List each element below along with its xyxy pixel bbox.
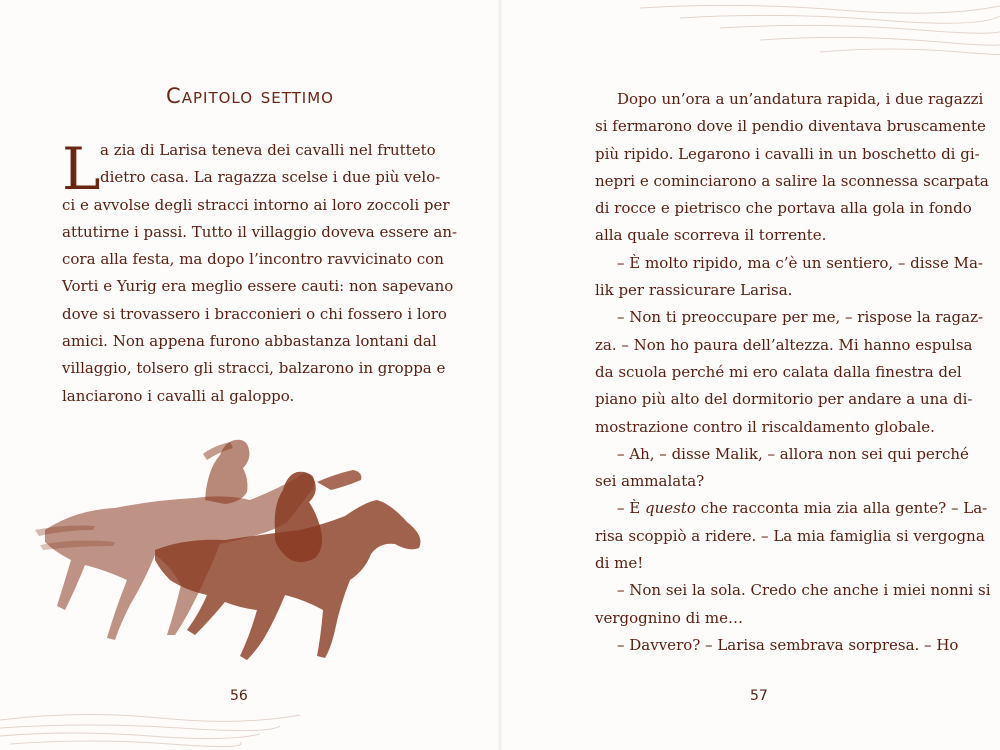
text-line: dove si trovassero i bracconieri o chi fossero i loro [62, 304, 447, 323]
right-page [500, 0, 1000, 750]
text-line: Vorti e Yurig era meglio essere cauti: non sapevano [62, 277, 454, 296]
text-line: alla quale scorreva il torrente. [595, 226, 827, 245]
text-line: più ripido. Legarono i cavalli in un boschetto di gi- [595, 144, 980, 163]
text-line: a zia di Larisa teneva dei cavalli nel frutteto [100, 141, 436, 159]
left-body-text [62, 137, 458, 410]
text-line: mostrazione contro il riscaldamento globale. [595, 417, 935, 436]
brush-strokes-decoration [0, 700, 300, 750]
emphasis-word: questo [645, 499, 696, 518]
text-line: villaggio, tolsero gli stracci, balzarono in groppa e [62, 359, 446, 378]
text-line: ci e avvolse degli stracci intorno ai loro zoccoli per [62, 195, 450, 214]
text-line: attutirne i passi. Tutto il villaggio doveva essere an- [62, 222, 458, 241]
text-line: nepri e cominciarono a salire la sconnessa scarpata [595, 171, 989, 190]
galloping-horses-illustration [35, 430, 435, 670]
text-line: amici. Non appena furono abbastanza lontani dal [62, 332, 437, 351]
text-line: si fermarono dove il pendio diventava bruscamente [595, 117, 986, 136]
chapter-title: Capitolo settimo [166, 84, 334, 108]
text-line: – È molto ripido, ma c’è un sentiero, – disse Ma- [617, 253, 983, 272]
brush-strokes-decoration [620, 0, 1000, 60]
text-line: piano più alto del dormitorio per andare a una di- [595, 390, 973, 409]
text-line: cora alla festa, ma dopo l’incontro ravvicinato con [62, 250, 444, 269]
page-number-right: 57 [750, 688, 768, 704]
text-line: di me! [595, 554, 644, 573]
text-line: – È questo che racconta mia zia alla gente? – La- [617, 499, 988, 518]
text-line: sei ammalata? [595, 472, 705, 491]
text-line: za. – Non ho paura dell’altezza. Mi hanno espulsa [595, 335, 973, 354]
right-body-text [595, 86, 991, 659]
text-line: dietro casa. La ragazza scelse i due più velo- [100, 168, 441, 187]
text-line: – Davvero? – Larisa sembrava sorpresa. – Ho [617, 635, 959, 654]
text-line: Dopo un’ora a un’andatura rapida, i due ragazzi [617, 90, 984, 108]
drop-cap: L [62, 135, 101, 203]
text-line: da scuola perché mi ero calata dalla finestra del [595, 362, 962, 381]
text-line: lik per rassicurare Larisa. [595, 281, 793, 300]
text-line: – Non ti preoccupare per me, – rispose la ragaz- [617, 308, 984, 327]
text-line: vergognino di me… [595, 608, 743, 627]
page-number-left: 56 [230, 688, 248, 704]
text-line: lanciarono i cavalli al galoppo. [62, 386, 295, 405]
text-line: – Ah, – disse Malik, – allora non sei qui perché [617, 444, 969, 463]
text-line: risa scoppiò a ridere. – La mia famiglia si vergogna [595, 526, 985, 545]
text-line: – Non sei la sola. Credo che anche i miei nonni si [617, 581, 991, 600]
text-line: di rocce e pietrisco che portava alla gola in fondo [595, 199, 972, 218]
